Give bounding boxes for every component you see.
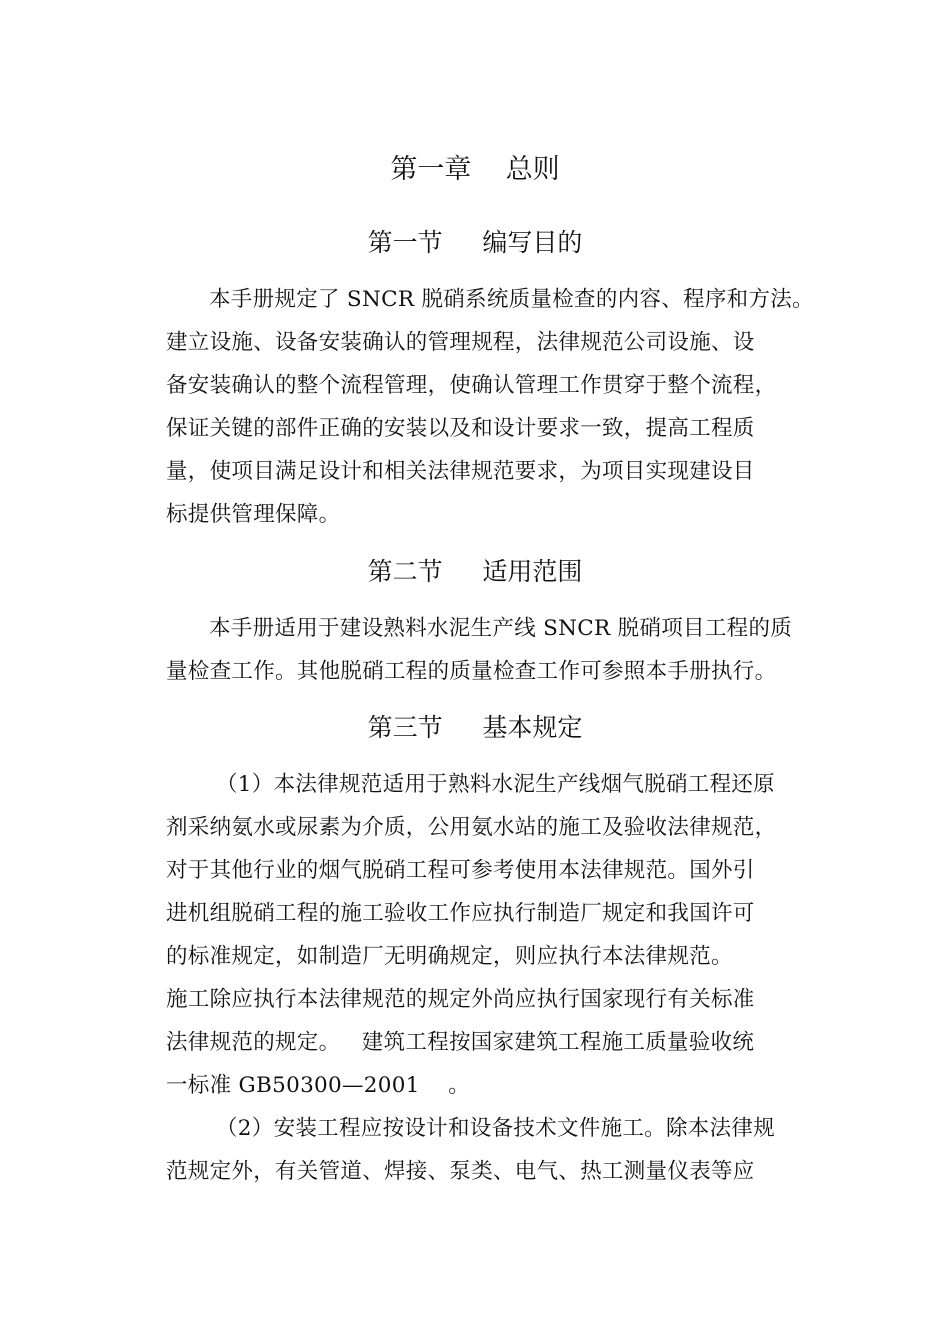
paragraph-line: 一标准 GB50300—2001 。: [166, 1073, 471, 1098]
paragraph-line: 剂采纳氨水或尿素为介质，公用氨水站的施工及验收法律规范，: [166, 815, 777, 840]
paragraph-line: 建立设施、设备安装确认的管理规程，法律规范公司设施、设: [166, 330, 755, 355]
paragraph-line: 量，使项目满足设计和相关法律规范要求，为项目实现建设目: [166, 459, 755, 484]
paragraph-line: （2）安装工程应按设计和设备技术文件施工。除本法律规: [216, 1116, 775, 1141]
paragraph-line: 对于其他行业的烟气脱硝工程可参考使用本法律规范。国外引: [166, 858, 755, 883]
paragraph-line: 本手册适用于建设熟料水泥生产线 SNCR 脱硝项目工程的质: [209, 616, 793, 641]
paragraph-line: 施工除应执行本法律规范的规定外尚应执行国家现行有关标准: [166, 987, 755, 1012]
chapter-title: 第一章 总则: [390, 154, 560, 185]
paragraph-line: 标提供管理保障。: [166, 502, 341, 527]
paragraph-line: 的标准规定，如制造厂无明确规定，则应执行本法律规范。: [166, 944, 733, 969]
paragraph-line: 范规定外，有关管道、焊接、泵类、电气、热工测量仪表等应: [166, 1159, 755, 1184]
paragraph-line: 备安装确认的整个流程管理，使确认管理工作贯穿于整个流程，: [166, 373, 777, 398]
paragraph-line: 法律规范的规定。 建筑工程按国家建筑工程施工质量验收统: [166, 1030, 755, 1055]
paragraph-line: 进机组脱硝工程的施工验收工作应执行制造厂规定和我国许可: [166, 901, 755, 926]
paragraph-line: （1）本法律规范适用于熟料水泥生产线烟气脱硝工程还原: [216, 772, 775, 797]
section-title-basic-rules: 第三节 基本规定: [367, 713, 583, 742]
paragraph-line: 本手册规定了 SNCR 脱硝系统质量检查的内容、程序和方法。: [209, 287, 814, 312]
paragraph-line: 保证关键的部件正确的安装以及和设计要求一致，提高工程质: [166, 416, 755, 441]
paragraph-line: 量检查工作。其他脱硝工程的质量检查工作可参照本手册执行。: [166, 659, 777, 684]
section-title-purpose: 第一节 编写目的: [367, 228, 583, 257]
section-title-scope: 第二节 适用范围: [367, 557, 583, 586]
